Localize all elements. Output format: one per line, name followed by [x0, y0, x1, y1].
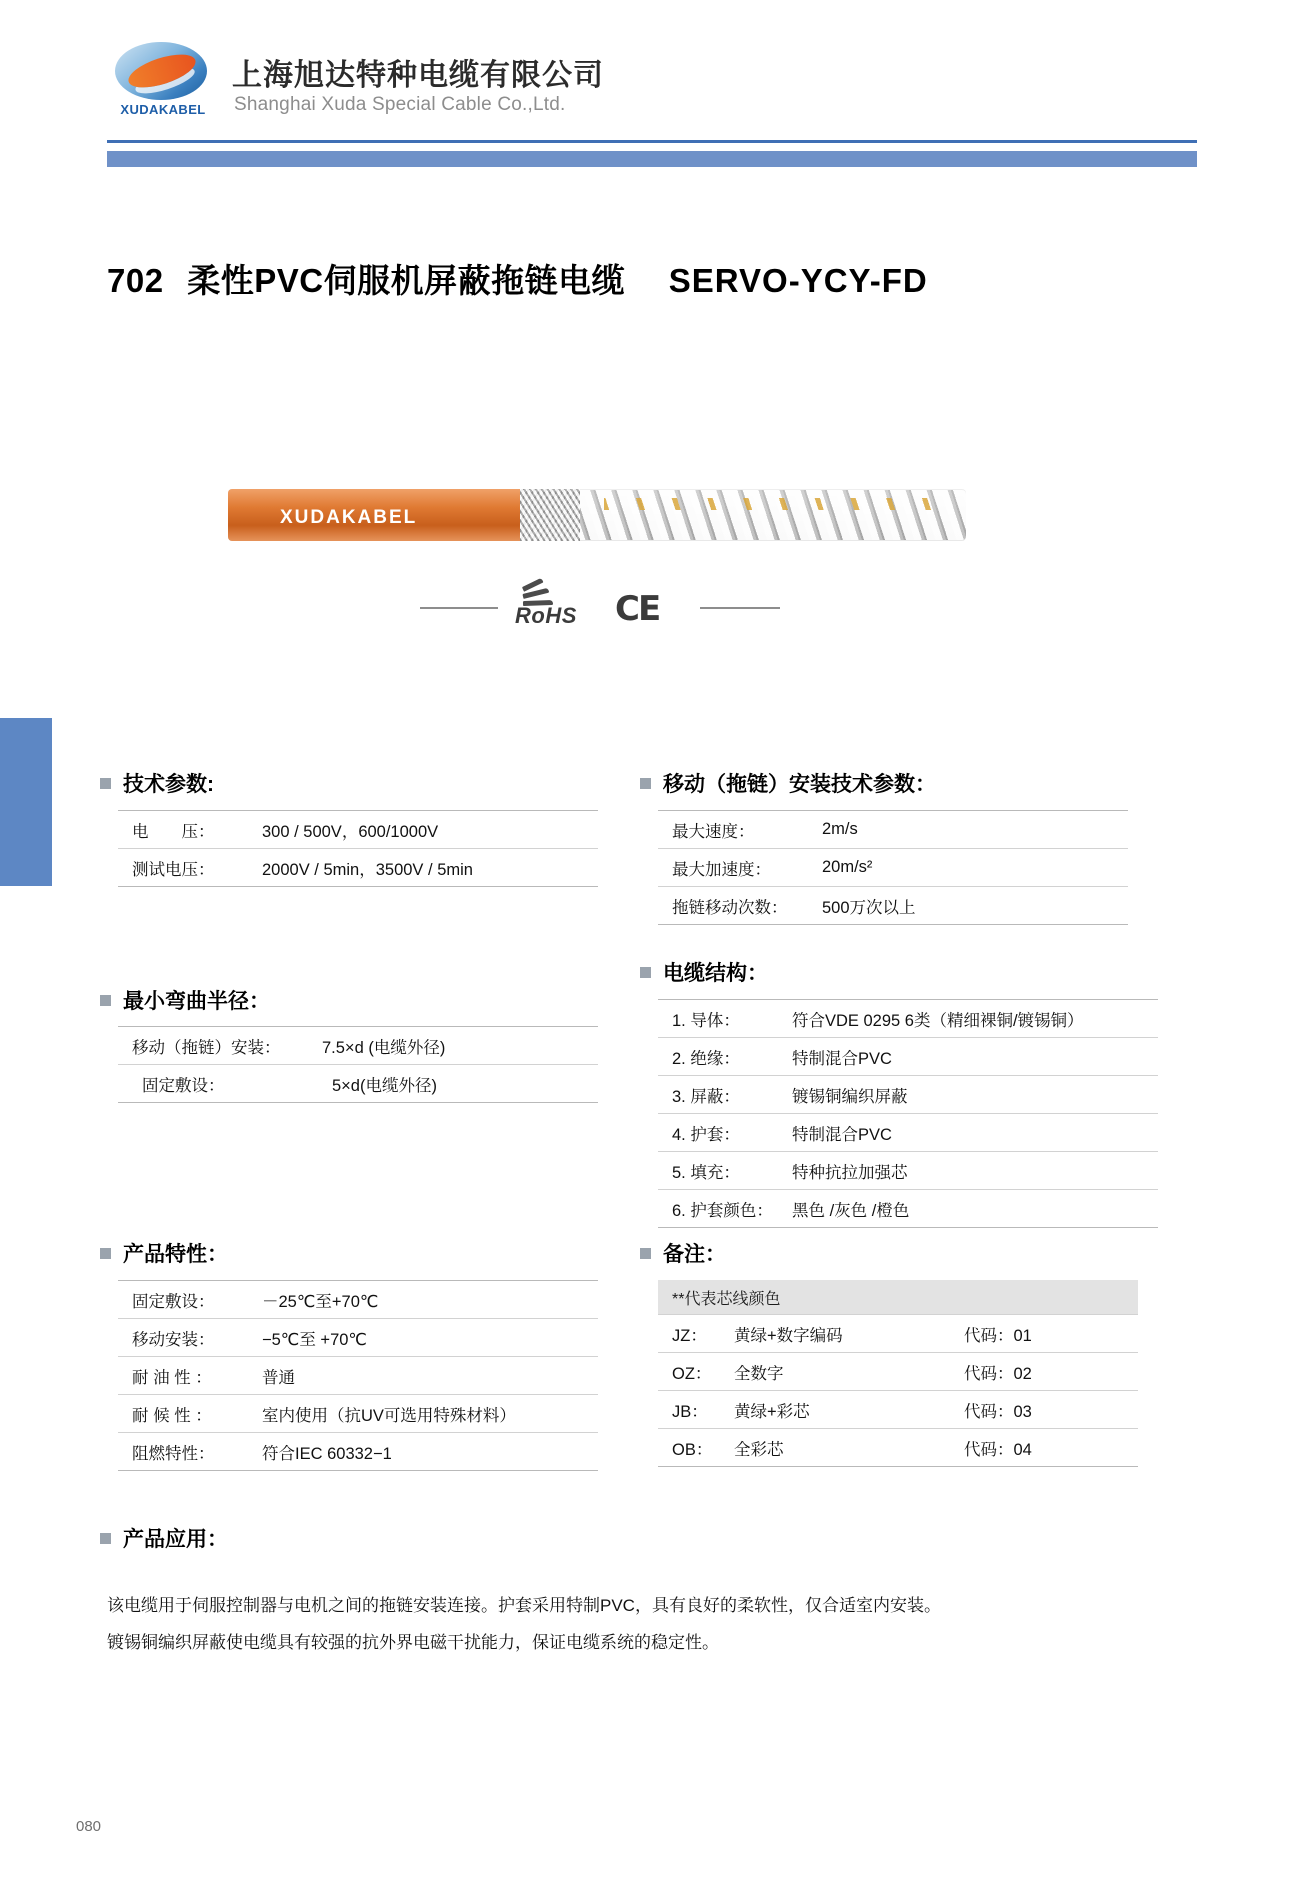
bullet-icon	[100, 995, 111, 1006]
table-row: 最大速度： 2m/s	[658, 811, 1128, 849]
product-model: SERVO-YCY-FD	[668, 262, 928, 299]
table-row: 6. 护套颜色： 黑色 /灰色 /橙色	[658, 1190, 1158, 1228]
application-text	[107, 1587, 1197, 1661]
section-heading-structure: 电缆结构：	[640, 957, 768, 987]
table-features	[118, 1280, 598, 1471]
section-heading-features: 产品特性：	[100, 1238, 228, 1268]
cable-jacket	[228, 489, 520, 541]
bullet-icon	[100, 1533, 111, 1544]
table-row: JB： 黄绿+彩芯 代码：03	[658, 1391, 1138, 1429]
company-name-cn: 上海旭达特种电缆有限公司	[232, 59, 604, 92]
table-row: 耐 候 性 ： 室内使用（抗UV可选用特殊材料）	[118, 1395, 598, 1433]
bullet-icon	[640, 1248, 651, 1259]
bullet-icon	[640, 967, 651, 978]
bullet-icon	[100, 1248, 111, 1259]
certification-marks	[400, 585, 800, 633]
table-row: 阻燃特性： 符合IEC 60332−1	[118, 1433, 598, 1471]
bullet-icon	[640, 778, 651, 789]
cable-cores	[578, 490, 966, 540]
table-row: 固定敷设： 5×d(电缆外径)	[118, 1065, 598, 1103]
remark-note: **代表芯线颜色	[658, 1280, 1138, 1315]
mark-rule-right	[700, 607, 780, 609]
cable-jacket-print: XUDAKABEL	[280, 507, 418, 528]
application-line-2: 镀锡铜编织屏蔽使电缆具有较强的抗外界电磁干扰能力，保证电缆系统的稳定性。	[107, 1633, 719, 1652]
bullet-icon	[100, 778, 111, 789]
page-number: 080	[76, 1818, 102, 1835]
product-number: 702	[107, 262, 164, 299]
section-heading-bend-radius: 最小弯曲半径：	[100, 985, 270, 1015]
mark-rule-left	[420, 607, 498, 609]
rohs-label: RoHS	[515, 603, 577, 628]
rohs-icon	[515, 587, 591, 629]
table-row: 1. 导体： 符合VDE 0295 6类（精细裸铜/镀锡铜）	[658, 1000, 1158, 1038]
logo-text: XUDAKABEL	[120, 102, 206, 117]
table-row: 电 压： 300 / 500V，600/1000V	[118, 811, 598, 849]
table-remark	[658, 1280, 1138, 1467]
product-name-cn: 柔性PVC伺服机屏蔽拖链电缆	[187, 262, 626, 299]
table-structure	[658, 999, 1158, 1228]
logo-mark-icon	[115, 42, 207, 100]
table-row: 移动安装： −5℃至 +70℃	[118, 1319, 598, 1357]
page-header	[0, 0, 1297, 178]
table-row: OZ： 全数字 代码：02	[658, 1353, 1138, 1391]
header-divider-thin	[107, 140, 1197, 143]
section-heading-application: 产品应用：	[100, 1523, 228, 1553]
table-bend-radius	[118, 1026, 598, 1103]
table-row: 5. 填充： 特种抗拉加强芯	[658, 1152, 1158, 1190]
table-tech-params	[118, 810, 598, 887]
table-row: 3. 屏蔽： 镀锡铜编织屏蔽	[658, 1076, 1158, 1114]
table-row: 4. 护套： 特制混合PVC	[658, 1114, 1158, 1152]
ce-icon: CE	[615, 589, 660, 629]
page-title	[107, 255, 928, 302]
table-moving-params	[658, 810, 1128, 925]
table-row: OB： 全彩芯 代码：04	[658, 1429, 1138, 1467]
table-row: JZ： 黄绿+数字编码 代码：01	[658, 1315, 1138, 1353]
cable-shield-braid	[514, 489, 580, 541]
table-row: 最大加速度： 20m/s²	[658, 849, 1128, 887]
table-row: 固定敷设： －25℃至+70℃	[118, 1281, 598, 1319]
header-divider-thick	[107, 151, 1197, 167]
table-row: 耐 油 性 ： 普通	[118, 1357, 598, 1395]
company-name-en: Shanghai Xuda Special Cable Co.,Ltd.	[234, 94, 566, 115]
side-color-tab	[0, 718, 52, 886]
table-row: 拖链移动次数： 500万次以上	[658, 887, 1128, 925]
application-line-1: 该电缆用于伺服控制器与电机之间的拖链安装连接。护套采用特制PVC，具有良好的柔软性，仅合适室内安装。	[107, 1596, 941, 1615]
table-row: 2. 绝缘： 特制混合PVC	[658, 1038, 1158, 1076]
table-row: 移动（拖链）安装： 7.5×d (电缆外径)	[118, 1027, 598, 1065]
section-heading-remark: 备注：	[640, 1238, 726, 1268]
section-heading-moving-params: 移动（拖链）安装技术参数：	[640, 768, 936, 798]
table-row: 测试电压： 2000V / 5min，3500V / 5min	[118, 849, 598, 887]
section-heading-tech-params: 技术参数:	[100, 768, 214, 798]
company-logo	[107, 40, 217, 124]
product-image	[228, 485, 966, 547]
